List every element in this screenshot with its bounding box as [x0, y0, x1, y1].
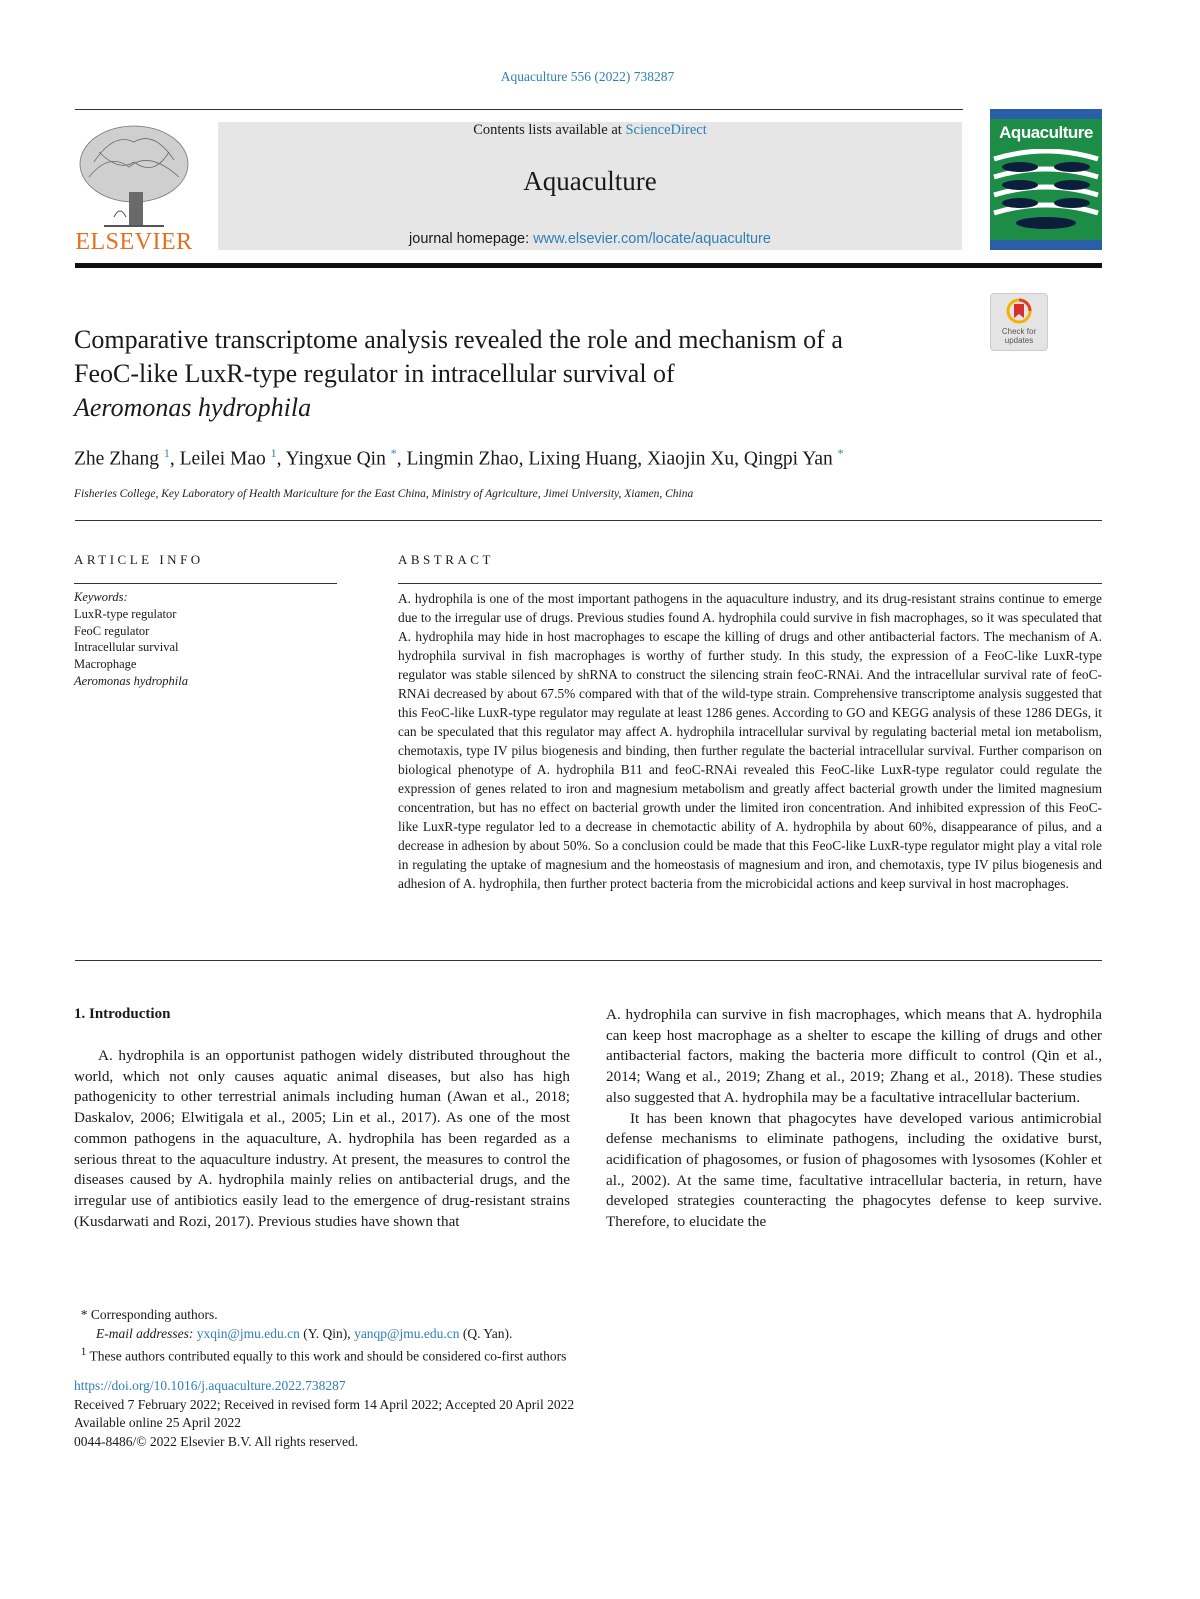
keywords-block [74, 589, 337, 690]
article-title [74, 323, 974, 425]
homepage-prefix: journal homepage: [409, 231, 534, 247]
intro-column-2 [606, 1005, 1102, 1233]
cofirst-note: $^1$ These authors contributed equally to this work and should be considered co-first authors [80, 1346, 567, 1364]
keyword: FeoC regulator [74, 623, 150, 638]
check-for-updates-label: Check for updates [1001, 327, 1037, 345]
email-line [74, 1324, 774, 1343]
email-label: E-mail addresses: [96, 1326, 194, 1341]
footnotes [74, 1305, 774, 1366]
author-name[interactable]: Yingxue Qin [285, 448, 386, 470]
journal-citation-link[interactable]: Aquaculture 556 (2022) 738287 [500, 69, 675, 84]
journal-homepage [218, 231, 962, 247]
abstract-heading: ABSTRACT [398, 552, 494, 567]
author-mark[interactable]: * [837, 446, 844, 460]
intro-paragraph: A. hydrophila is an opportunist pathogen widely distributed throughout the world, which not only causes aquatic animal diseases, but also has high pathogenicity to other terrestrial animals including human (Awan et al., 2018; Daskalov, 2006; Elwitigala et al., 2005; Lin et al., 2017). As one of the most common pathogens in the aquaculture, A. hydrophila has been regarded as a serious threat to the aquaculture industry. At present, the measures to control the diseases caused by A. hydrophila mainly relies on antibacterial drugs, and the irregular use of antibiotics easily lead to the emergence of drug-resistant strains (Kusdarwati and Rozi, 2017). Previous studies have shown that [74, 1047, 570, 1230]
article-info-rule [74, 583, 337, 584]
sciencedirect-link[interactable]: ScienceDirect [625, 122, 707, 138]
author-name[interactable]: Zhe Zhang [74, 448, 160, 470]
author-name[interactable]: Lixing Huang [528, 448, 638, 470]
title-line-3: Aeromonas hydrophila [74, 393, 312, 422]
affiliation: Fisheries College, Key Laboratory of Health Mariculture for the East China, Ministry of Agriculture, Jimei University, Xiamen, China [74, 488, 694, 500]
header-thick-rule [75, 263, 1102, 268]
elsevier-wordmark: ELSEVIER [75, 229, 193, 255]
copyright: 0044-8486/© 2022 Elsevier B.V. All rights reserved. [74, 1433, 359, 1449]
keywords-label: Keywords: [74, 590, 128, 604]
doi-link[interactable]: https://doi.org/10.1016/j.aquaculture.2022.738287 [74, 1378, 346, 1393]
section-rule [75, 520, 1102, 521]
cover-wave-art [990, 149, 1102, 241]
intro-column-1 [74, 1046, 570, 1232]
cofirst-text: These authors contributed equally to this work and should be considered co-first authors [89, 1348, 567, 1364]
author-name[interactable]: Qingpi Yan [743, 448, 833, 470]
keyword: Macrophage [74, 657, 137, 672]
author-mark[interactable]: 1 [163, 446, 170, 460]
article-info-heading: ARTICLE INFO [74, 552, 204, 567]
cover-top-bar [990, 109, 1102, 119]
corresponding-text: Corresponding authors. [90, 1307, 218, 1322]
corresponding-note: * Corresponding authors. [74, 1307, 218, 1322]
author-name[interactable]: Xiaojin Xu [646, 448, 735, 470]
author-list: Zhe Zhang $^1$, Leilei Mao $^1$, Yingxue Qin *, Lingmin Zhao, Lixing Huang, Xiaojin Xu, Qingpi Yan * [74, 446, 844, 470]
journal-masthead [218, 122, 962, 250]
homepage-link[interactable]: www.elsevier.com/locate/aquaculture [533, 231, 771, 247]
journal-cover[interactable] [990, 109, 1102, 250]
keyword: Aeromonas hydrophila [74, 673, 188, 688]
keyword: Intracellular survival [74, 640, 179, 655]
contents-prefix: Contents lists available at [473, 122, 626, 138]
intro-paragraph: A. hydrophila can survive in fish macrophages, which means that A. hydrophila can keep host macrophage as a shelter to escape the killing of drugs and other antibacterial factors, making the bacteria more difficult to control (Qin et al., 2014; Wang et al., 2019; Zhang et al., 2019; Zhang et al., 2018). These studies also suggested that A. hydrophila may be a facultative intracellular bacterium. [606, 1006, 1102, 1106]
cover-title: Aquaculture [999, 123, 1093, 142]
publication-info [74, 1377, 774, 1451]
author-name[interactable]: Lingmin Zhao [406, 448, 519, 470]
header-rule [75, 109, 963, 110]
introduction-heading: 1. Introduction [74, 1006, 171, 1022]
author-mark[interactable]: * [390, 446, 397, 460]
abstract-text: A. hydrophila is one of the most important pathogens in the aquaculture industry, and its drug-resistant strains continue to emerge due to the irregular use of drugs. Previous studies found A. hydrophila could survive in fish macrophages, so it was speculated that A. hydrophila may hide in host macrophages to escape the killing of drugs and other antibacterial factors. The mechanism of A. hydrophila survival in fish macrophages is worthy of further study. In this study, the expression of a FeoC-like LuxR-type regulator was stable silenced by shRNA to construct the silencing strain feoC-RNAi. And the intracellular survival rate of feoC-RNAi decreased by about 67.5% compared with that of the wild-type strain. Comprehensive transcriptome analysis suggested that this FeoC-like LuxR-type regulator may regulate at least 1286 genes. According to GO and KEGG analysis of these 1286 DEGs, it can be speculated that this regulator may affect A. hydrophila intracellular survival by regulating bacterial metal ion metabolism, chemotaxis, type IV pilus biogenesis and binding, then further regulate the bacterial intracellular survival. Further comparison on biological phenotype of A. hydrophila B11 and feoC-RNAi revealed this FeoC-like LuxR-type regulator could regulate the expression of genes related to iron and magnesium metabolism and greatly affect bacterial growth under the limited magnesium concentration, but has no effect on bacterial growth under the limited iron concentration. And inhibited expression of this FeoC-like LuxR-type regulator led to a decrease in chemotactic ability of A. hydrophila by about 60%, disappearance of pilus, and a decrease in adhesion by about 50%. So a conclusion could be made that this FeoC-like LuxR-type regulator might play a vital role in regulating the uptake of magnesium and the homeostasis of magnesium and iron, and chemotaxis, type IV pilus biogenesis and adhesion of A. hydrophila, then further protect bacteria from the microbicidal actions and keep survival in host macrophages. [398, 591, 1102, 891]
journal-name: Aquaculture [523, 166, 657, 196]
check-for-updates-button[interactable] [990, 293, 1048, 351]
email-owner: (Q. Yan). [462, 1326, 513, 1341]
email-link-qin[interactable]: yxqin@jmu.edu.cn [196, 1326, 300, 1341]
title-line-1: Comparative transcriptome analysis revealed the role and mechanism of a [74, 325, 843, 354]
email-owner: (Y. Qin), [303, 1326, 351, 1341]
intro-paragraph: It has been known that phagocytes have developed various antimicrobial defense mechanisms to eliminate pathogens, including the oxidative burst, acidification of phagosomes, or fusion of phagosomes with lysosomes (Kohler et al., 2002). At the same time, facultative intracellular bacteria, in return, have developed strategies counteracting the phagocytes defense to keep survive. Therefore, to elucidate the [606, 1109, 1102, 1231]
author-mark[interactable]: 1 [270, 446, 277, 460]
contents-available [218, 122, 962, 139]
received-dates: Received 7 February 2022; Received in revised form 14 April 2022; Accepted 20 April 2022 [74, 1396, 575, 1412]
title-line-2: FeoC-like LuxR-type regulator in intracellular survival of [74, 359, 675, 388]
email-link-yan[interactable]: yanqp@jmu.edu.cn [354, 1326, 460, 1341]
abstract-rule [398, 583, 1102, 584]
keyword: LuxR-type regulator [74, 606, 177, 621]
bookmark-ribbon-icon [1006, 298, 1032, 326]
section-rule-bottom [75, 960, 1102, 961]
cover-bottom-bar [990, 240, 1102, 250]
available-online: Available online 25 April 2022 [74, 1415, 241, 1430]
author-name[interactable]: Leilei Mao [179, 448, 266, 470]
